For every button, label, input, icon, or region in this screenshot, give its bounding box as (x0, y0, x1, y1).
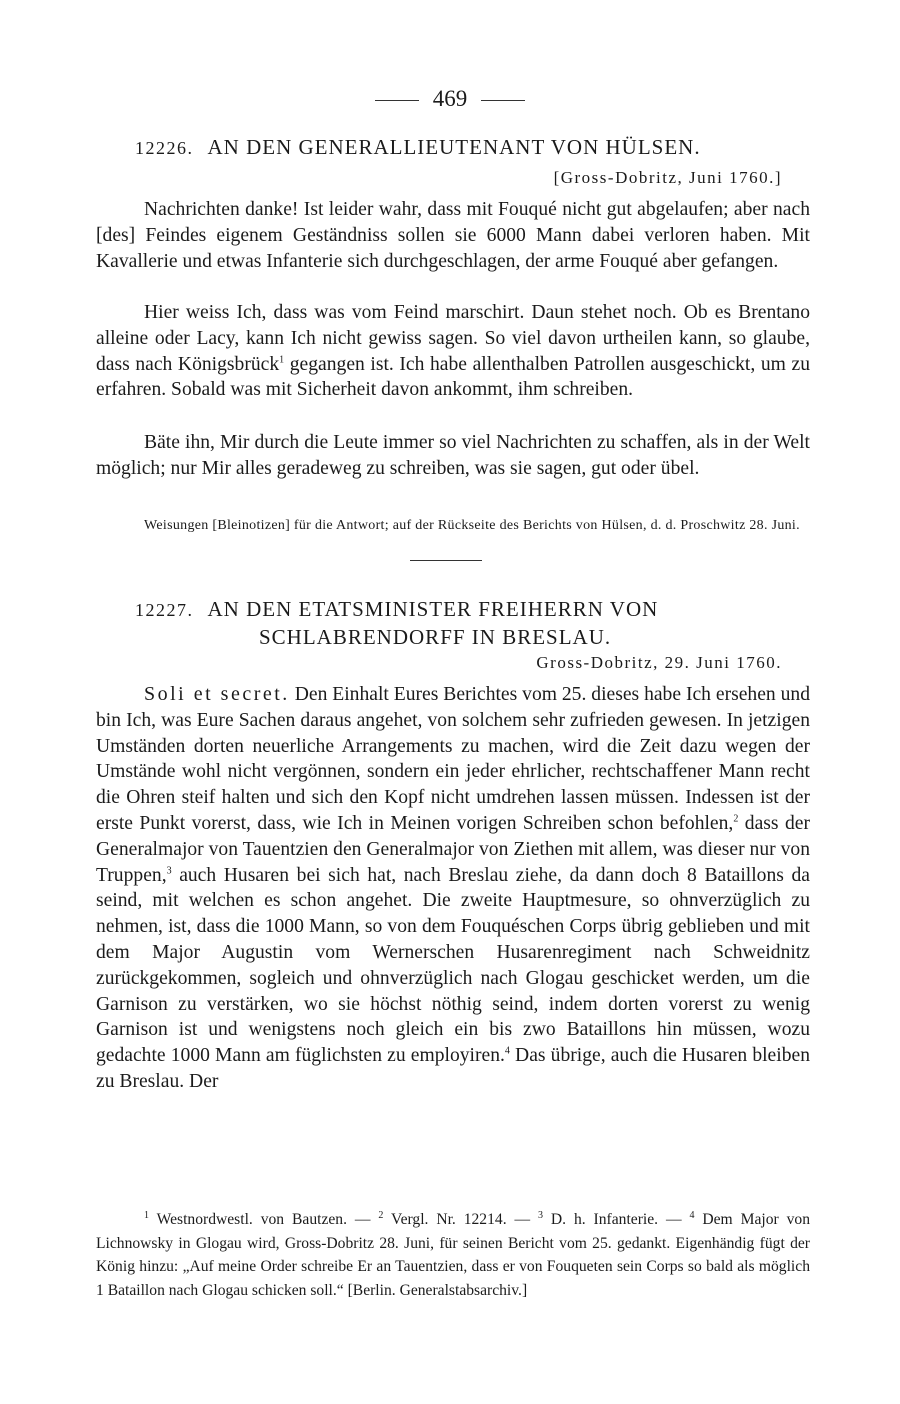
letter-2-body-d: Das übrige, auch die Husaren bleiben zu Breslau. Der (96, 1045, 810, 1092)
footnote-4-mark: 4 (689, 1209, 695, 1221)
letter-2-body (96, 682, 810, 1095)
footnote-4-text: Dem Major von Lichnowsky in Glogau wird, Gross-Dobritz 28. Juni, für seinen Bericht vom 25. gedankt. Eigenhändig fügt der König hinzu: „Auf meine Order schreibe Er an Tauentzien, dass er von Fouqueten sein Corps so bald als möglich 1 Bataillon nach Glogau schicken soll.“ [Berlin. Generalstabsarchiv.] (96, 1211, 810, 1299)
letter-2-title-line-1: AN DEN ETATSMINISTER FREIHERRN VON (207, 597, 659, 621)
letter-2-title-line-2: SCHLABRENDORFF IN BRESLAU. (259, 625, 612, 649)
letter-2-body-b: dass der Generalmajor von Tauentzien den Generalmajor von Ziethen mit allem, was dieser nur von Truppen, (96, 812, 810, 886)
footnote-2-mark: 2 (378, 1209, 384, 1221)
letter-2-body-c: auch Husaren bei sich hat, nach Breslau ziehe, da dann doch 8 Bataillons da seind, mit welchen es schon angehet. Die zweite Hauptmesure, so ohnverzüglich zu nehmen, ist, dass die 1000 Mann, so von dem Fouquéschen Corps übrig geblieben und mit dem Major Augustin vom Wernerschen Husarenregiment nach Schweidnitz zurückgekommen, sogleich und ohnverzüglich nach Glogau geschicket werden, um die Garnison zu verstärken, wo sie höchst nöthig seind, indem dorten vorerst zu wenig Garnison ist und wenigstens noch gleich ein bis zwo Bataillons hin müssen, wozu gedachte 1000 Mann am füglichsten zu employiren. (96, 864, 810, 1067)
letter-1-paragraph-1-text: Nachrichten danke! Ist leider wahr, dass mit Fouqué nicht gut abgelaufen; aber nach [des] Feindes eigenem Geständniss sollen sie 6000 Mann dabei verloren haben. Mit Kavallerie und etwas Infanterie sich durchgeschlagen, der arme Fouqué aber gefangen. (96, 199, 810, 272)
letter-2-number: 12227. (135, 600, 194, 620)
letter-1-paragraph-2-text-b: gegangen ist. Ich habe allenthalben Patrollen ausgeschickt, um zu erfahren. Sobald was mit Sicherheit davon ankommt, ihm schreiben. (96, 353, 810, 401)
letter-1-number: 12226. (135, 138, 194, 158)
footnotes (96, 1208, 810, 1302)
letter-1-paragraph-2 (96, 300, 810, 403)
letter-1-heading (135, 134, 815, 162)
footnote-mark-2: 2 (733, 813, 739, 825)
footnote-1-text: Westnordwestl. von Bautzen. — (156, 1211, 371, 1228)
letter-1-paragraph-3 (96, 430, 810, 482)
page-number-right-rule (481, 100, 525, 101)
footnote-mark-1: 1 (279, 354, 285, 366)
letter-1-paragraph-1 (96, 197, 810, 274)
letter-1-source-note (96, 516, 810, 535)
page-number-left-rule (375, 100, 419, 101)
footnote-3-mark: 3 (538, 1209, 543, 1221)
footnote-2-text: Vergl. Nr. 12214. — (391, 1211, 531, 1228)
letter-2-opening: Soli et secret. (144, 683, 290, 705)
letter-2-body-a: Den Einhalt Eures Berichtes vom 25. dieses habe Ich ersehen und bin Ich, was Eure Sachen daraus angehet, von solchem sehr zufrieden gewesen. In jetzigen Umständen dorten neuerliche Arrangements zu machen, wird die Zeit dazu wegen der Umstände wohl nicht vergönnen, sondern ein jeder ehrlicher, rechtschaffener Mann recht die Ohren steif halten und sich den Kopf nicht umdrehen lassen müssen. Indessen ist der erste Punkt vorerst, dass, wie Ich in Meinen vorigen Schreiben schon befohlen, (96, 684, 810, 834)
footnote-mark-4: 4 (504, 1045, 510, 1057)
page-number (0, 86, 900, 112)
letter-1-paragraph-3-text: Bäte ihn, Mir durch die Leute immer so viel Nachrichten zu schaffen, als in der Welt möglich; nur Mir alles geradeweg zu schreiben, was sie sagen, gut oder übel. (96, 432, 810, 479)
page-number-text: 469 (432, 86, 468, 111)
letter-1-source-note-text: Weisungen [Bleinotizen] für die Antwort; auf der Rückseite des Berichts von Hülsen, d. d. Proschwitz 28. Juni. (144, 518, 800, 533)
letter-2-heading (135, 596, 815, 651)
footnote-mark-3: 3 (166, 865, 172, 877)
letter-2-dateline: Gross-Dobritz, 29. Juni 1760. (536, 653, 782, 672)
letter-1-paragraph-2-text-a: Hier weiss Ich, dass was vom Feind marschirt. Daun stehet noch. Ob es Brentano alleine oder Lacy, kann Ich nicht gewiss sagen. So viel davon urtheilen kann, so glaube, dass nach Königsbrück (96, 302, 810, 375)
letter-1-title: AN DEN GENERALLIEUTENANT VON HÜLSEN. (207, 135, 701, 159)
footnote-3-text: D. h. Infanterie. — (550, 1211, 682, 1228)
footnote-1-mark: 1 (144, 1209, 149, 1221)
letter-1-dateline: [Gross-Dobritz, Juni 1760.] (553, 168, 782, 187)
section-separator (410, 560, 482, 561)
